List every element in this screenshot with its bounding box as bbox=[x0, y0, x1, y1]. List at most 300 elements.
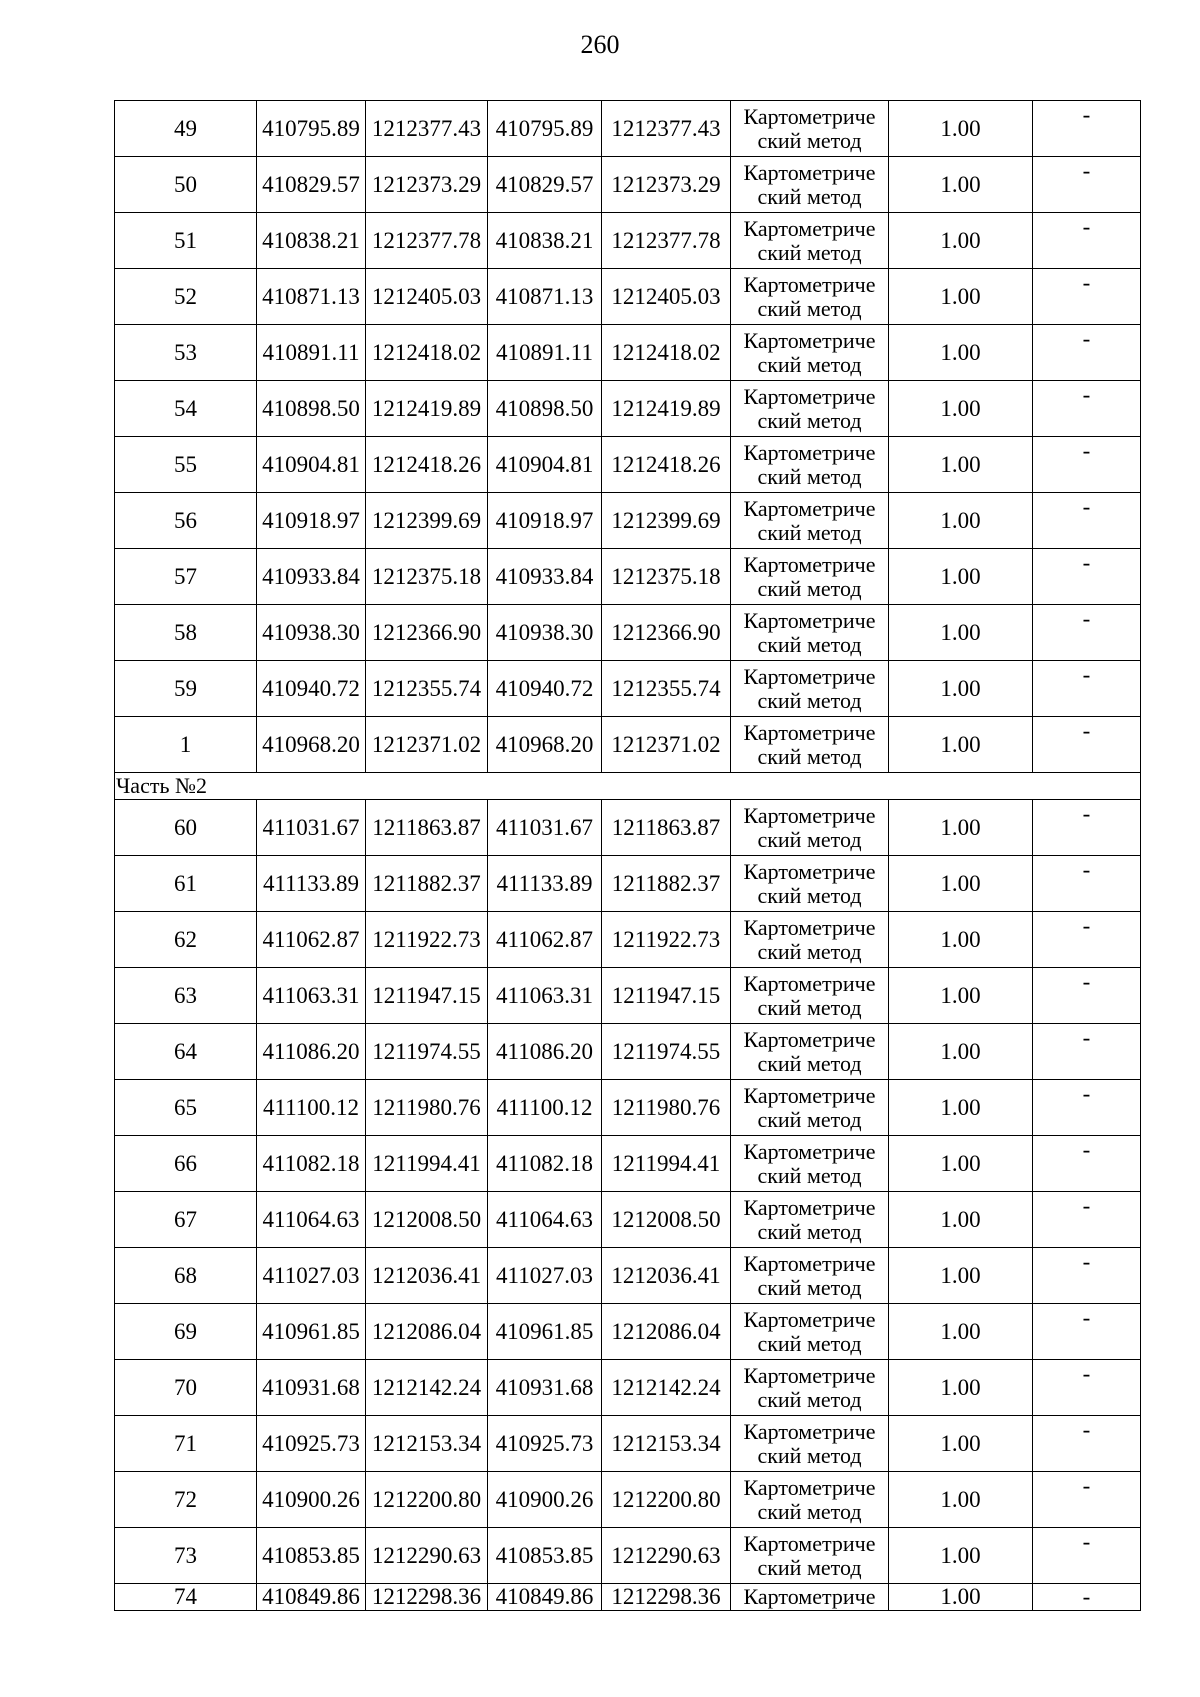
method-line-1: Картометриче bbox=[743, 914, 876, 940]
note-cell: - bbox=[1033, 1024, 1141, 1080]
method-line-2: ский метод bbox=[757, 1274, 862, 1300]
x-coordinate-cell: 411064.63 bbox=[257, 1192, 366, 1248]
method-line-1: Картометриче bbox=[743, 271, 876, 297]
y-coordinate-new-cell: 1212142.24 bbox=[602, 1360, 731, 1416]
accuracy-cell: 1.00 bbox=[889, 101, 1033, 157]
method-line-2: ский метод bbox=[757, 1386, 862, 1412]
method-cell bbox=[731, 269, 889, 325]
y-coordinate-new-cell: 1212366.90 bbox=[602, 605, 731, 661]
x-coordinate-cell: 410925.73 bbox=[257, 1416, 366, 1472]
x-coordinate-new-cell: 411086.20 bbox=[488, 1024, 602, 1080]
note-cell: - bbox=[1033, 493, 1141, 549]
table-row bbox=[115, 1472, 1141, 1528]
method-cell bbox=[731, 1248, 889, 1304]
note-cell: - bbox=[1033, 101, 1141, 157]
coordinates-table bbox=[114, 100, 1141, 1611]
y-coordinate-cell: 1212290.63 bbox=[366, 1528, 488, 1584]
y-coordinate-new-cell: 1212371.02 bbox=[602, 717, 731, 773]
method-line-2: ский метод bbox=[757, 1330, 862, 1356]
x-coordinate-cell: 410938.30 bbox=[257, 605, 366, 661]
accuracy-cell: 1.00 bbox=[889, 605, 1033, 661]
x-coordinate-cell: 410853.85 bbox=[257, 1528, 366, 1584]
y-coordinate-new-cell: 1212200.80 bbox=[602, 1472, 731, 1528]
table-row bbox=[115, 800, 1141, 856]
method-line-2: ский метод bbox=[757, 1106, 862, 1132]
x-coordinate-cell: 411100.12 bbox=[257, 1080, 366, 1136]
accuracy-cell: 1.00 bbox=[889, 1584, 1033, 1611]
x-coordinate-cell: 411082.18 bbox=[257, 1136, 366, 1192]
accuracy-cell: 1.00 bbox=[889, 493, 1033, 549]
x-coordinate-new-cell: 410931.68 bbox=[488, 1360, 602, 1416]
y-coordinate-new-cell: 1212036.41 bbox=[602, 1248, 731, 1304]
method-cell bbox=[731, 717, 889, 773]
x-coordinate-cell: 411062.87 bbox=[257, 912, 366, 968]
note-cell: - bbox=[1033, 1304, 1141, 1360]
x-coordinate-cell: 410849.86 bbox=[257, 1584, 366, 1611]
note-cell: - bbox=[1033, 325, 1141, 381]
accuracy-cell: 1.00 bbox=[889, 968, 1033, 1024]
point-number-cell: 60 bbox=[115, 800, 257, 856]
x-coordinate-cell: 410961.85 bbox=[257, 1304, 366, 1360]
accuracy-cell: 1.00 bbox=[889, 1192, 1033, 1248]
accuracy-cell: 1.00 bbox=[889, 1416, 1033, 1472]
y-coordinate-cell: 1211947.15 bbox=[366, 968, 488, 1024]
method-cell bbox=[731, 101, 889, 157]
note-cell: - bbox=[1033, 1136, 1141, 1192]
note-cell: - bbox=[1033, 549, 1141, 605]
y-coordinate-cell: 1211863.87 bbox=[366, 800, 488, 856]
y-coordinate-cell: 1211922.73 bbox=[366, 912, 488, 968]
table-row bbox=[115, 717, 1141, 773]
y-coordinate-cell: 1212142.24 bbox=[366, 1360, 488, 1416]
note-cell: - bbox=[1033, 1192, 1141, 1248]
y-coordinate-cell: 1211974.55 bbox=[366, 1024, 488, 1080]
method-cell bbox=[731, 325, 889, 381]
note-cell: - bbox=[1033, 157, 1141, 213]
method-line-2: ский метод bbox=[757, 407, 862, 433]
method-line-2: ский метод bbox=[757, 575, 862, 601]
x-coordinate-cell: 410891.11 bbox=[257, 325, 366, 381]
method-line-2: ский метод bbox=[757, 183, 862, 209]
point-number-cell: 68 bbox=[115, 1248, 257, 1304]
y-coordinate-cell: 1212153.34 bbox=[366, 1416, 488, 1472]
x-coordinate-cell: 410795.89 bbox=[257, 101, 366, 157]
method-cell bbox=[731, 381, 889, 437]
accuracy-cell: 1.00 bbox=[889, 1024, 1033, 1080]
y-coordinate-cell: 1212405.03 bbox=[366, 269, 488, 325]
point-number-cell: 73 bbox=[115, 1528, 257, 1584]
point-number-cell: 64 bbox=[115, 1024, 257, 1080]
method-line-1: Картометриче bbox=[743, 551, 876, 577]
method-line-2: ский метод bbox=[757, 1162, 862, 1188]
y-coordinate-new-cell: 1212377.43 bbox=[602, 101, 731, 157]
note-cell: - bbox=[1033, 1528, 1141, 1584]
method-cell bbox=[731, 1080, 889, 1136]
x-coordinate-cell: 410871.13 bbox=[257, 269, 366, 325]
x-coordinate-cell: 410933.84 bbox=[257, 549, 366, 605]
method-line-2: ский метод bbox=[757, 743, 862, 769]
x-coordinate-cell: 410968.20 bbox=[257, 717, 366, 773]
method-cell bbox=[731, 1192, 889, 1248]
note-cell: - bbox=[1033, 269, 1141, 325]
y-coordinate-cell: 1212418.02 bbox=[366, 325, 488, 381]
note-cell: - bbox=[1033, 1360, 1141, 1416]
note-cell: - bbox=[1033, 1472, 1141, 1528]
method-cell bbox=[731, 1360, 889, 1416]
y-coordinate-new-cell: 1211947.15 bbox=[602, 968, 731, 1024]
x-coordinate-cell: 410904.81 bbox=[257, 437, 366, 493]
method-line-1: Картометриче bbox=[743, 719, 876, 745]
point-number-cell: 72 bbox=[115, 1472, 257, 1528]
method-line-1: Картометриче bbox=[743, 383, 876, 409]
accuracy-cell: 1.00 bbox=[889, 912, 1033, 968]
table-row bbox=[115, 381, 1141, 437]
y-coordinate-new-cell: 1212290.63 bbox=[602, 1528, 731, 1584]
x-coordinate-new-cell: 411082.18 bbox=[488, 1136, 602, 1192]
point-number-cell: 70 bbox=[115, 1360, 257, 1416]
method-line-1: Картометриче bbox=[743, 1194, 876, 1220]
accuracy-cell: 1.00 bbox=[889, 800, 1033, 856]
note-cell: - bbox=[1033, 912, 1141, 968]
y-coordinate-cell: 1212008.50 bbox=[366, 1192, 488, 1248]
accuracy-cell: 1.00 bbox=[889, 661, 1033, 717]
x-coordinate-cell: 411031.67 bbox=[257, 800, 366, 856]
method-cell bbox=[731, 1024, 889, 1080]
x-coordinate-new-cell: 411027.03 bbox=[488, 1248, 602, 1304]
y-coordinate-new-cell: 1212008.50 bbox=[602, 1192, 731, 1248]
method-line-1: Картометриче bbox=[743, 1026, 876, 1052]
method-line-2: ский метод bbox=[757, 826, 862, 852]
table-row bbox=[115, 549, 1141, 605]
point-number-cell: 1 bbox=[115, 717, 257, 773]
table-row bbox=[115, 661, 1141, 717]
section-label: Часть №2 bbox=[115, 773, 1141, 800]
table-row bbox=[115, 1528, 1141, 1584]
method-cell bbox=[731, 661, 889, 717]
method-cell bbox=[731, 1136, 889, 1192]
table-row bbox=[115, 1304, 1141, 1360]
note-cell: - bbox=[1033, 800, 1141, 856]
method-cell bbox=[731, 968, 889, 1024]
x-coordinate-cell: 410931.68 bbox=[257, 1360, 366, 1416]
point-number-cell: 69 bbox=[115, 1304, 257, 1360]
method-cell bbox=[731, 493, 889, 549]
y-coordinate-new-cell: 1211994.41 bbox=[602, 1136, 731, 1192]
y-coordinate-cell: 1212086.04 bbox=[366, 1304, 488, 1360]
method-line-1: Картометриче bbox=[743, 439, 876, 465]
point-number-cell: 67 bbox=[115, 1192, 257, 1248]
accuracy-cell: 1.00 bbox=[889, 1136, 1033, 1192]
method-cell bbox=[731, 1416, 889, 1472]
point-number-cell: 57 bbox=[115, 549, 257, 605]
x-coordinate-cell: 410940.72 bbox=[257, 661, 366, 717]
point-number-cell: 65 bbox=[115, 1080, 257, 1136]
table-row bbox=[115, 605, 1141, 661]
method-cell bbox=[731, 157, 889, 213]
x-coordinate-cell: 410900.26 bbox=[257, 1472, 366, 1528]
note-cell: - bbox=[1033, 717, 1141, 773]
point-number-cell: 74 bbox=[115, 1584, 257, 1611]
table-row bbox=[115, 213, 1141, 269]
x-coordinate-cell: 411063.31 bbox=[257, 968, 366, 1024]
method-line-2: ский метод bbox=[757, 1498, 862, 1524]
accuracy-cell: 1.00 bbox=[889, 1304, 1033, 1360]
x-coordinate-new-cell: 410968.20 bbox=[488, 717, 602, 773]
x-coordinate-new-cell: 410933.84 bbox=[488, 549, 602, 605]
method-cell bbox=[731, 1584, 889, 1611]
y-coordinate-new-cell: 1212377.78 bbox=[602, 213, 731, 269]
method-line-1: Картометриче bbox=[743, 103, 876, 129]
y-coordinate-cell: 1212377.78 bbox=[366, 213, 488, 269]
y-coordinate-new-cell: 1212405.03 bbox=[602, 269, 731, 325]
accuracy-cell: 1.00 bbox=[889, 717, 1033, 773]
method-line-2: ский метод bbox=[757, 127, 862, 153]
accuracy-cell: 1.00 bbox=[889, 325, 1033, 381]
method-cell bbox=[731, 605, 889, 661]
note-cell: - bbox=[1033, 437, 1141, 493]
x-coordinate-new-cell: 410938.30 bbox=[488, 605, 602, 661]
accuracy-cell: 1.00 bbox=[889, 856, 1033, 912]
method-line-2: ский метод bbox=[757, 938, 862, 964]
y-coordinate-cell: 1212373.29 bbox=[366, 157, 488, 213]
x-coordinate-new-cell: 410900.26 bbox=[488, 1472, 602, 1528]
method-line-1: Картометриче bbox=[743, 1250, 876, 1276]
x-coordinate-new-cell: 410904.81 bbox=[488, 437, 602, 493]
x-coordinate-new-cell: 410891.11 bbox=[488, 325, 602, 381]
point-number-cell: 58 bbox=[115, 605, 257, 661]
table-row bbox=[115, 1192, 1141, 1248]
x-coordinate-new-cell: 411063.31 bbox=[488, 968, 602, 1024]
y-coordinate-new-cell: 1212086.04 bbox=[602, 1304, 731, 1360]
method-cell bbox=[731, 549, 889, 605]
table-row bbox=[115, 269, 1141, 325]
method-line-2: ский метод bbox=[757, 1554, 862, 1580]
accuracy-cell: 1.00 bbox=[889, 1080, 1033, 1136]
accuracy-cell: 1.00 bbox=[889, 437, 1033, 493]
method-line-2: ский метод bbox=[757, 1218, 862, 1244]
method-line-1: Картометриче bbox=[743, 159, 876, 185]
method-line-1: Картометриче bbox=[743, 1530, 876, 1556]
method-line-1: Картометриче bbox=[743, 970, 876, 996]
y-coordinate-new-cell: 1212298.36 bbox=[602, 1584, 731, 1611]
x-coordinate-new-cell: 410829.57 bbox=[488, 157, 602, 213]
point-number-cell: 61 bbox=[115, 856, 257, 912]
table-row bbox=[115, 1136, 1141, 1192]
point-number-cell: 66 bbox=[115, 1136, 257, 1192]
x-coordinate-new-cell: 410961.85 bbox=[488, 1304, 602, 1360]
method-line-1: Картометриче bbox=[743, 1584, 876, 1609]
accuracy-cell: 1.00 bbox=[889, 381, 1033, 437]
x-coordinate-cell: 410829.57 bbox=[257, 157, 366, 213]
method-line-2: ский метод bbox=[757, 519, 862, 545]
note-cell: - bbox=[1033, 968, 1141, 1024]
table-row bbox=[115, 856, 1141, 912]
y-coordinate-cell: 1212036.41 bbox=[366, 1248, 488, 1304]
point-number-cell: 55 bbox=[115, 437, 257, 493]
note-cell: - bbox=[1033, 1416, 1141, 1472]
table-body bbox=[115, 101, 1141, 1611]
table-row bbox=[115, 437, 1141, 493]
x-coordinate-cell: 410838.21 bbox=[257, 213, 366, 269]
x-coordinate-new-cell: 411031.67 bbox=[488, 800, 602, 856]
x-coordinate-cell: 410898.50 bbox=[257, 381, 366, 437]
y-coordinate-cell: 1211994.41 bbox=[366, 1136, 488, 1192]
method-cell bbox=[731, 856, 889, 912]
x-coordinate-new-cell: 410918.97 bbox=[488, 493, 602, 549]
x-coordinate-new-cell: 411133.89 bbox=[488, 856, 602, 912]
method-cell bbox=[731, 1528, 889, 1584]
y-coordinate-new-cell: 1212375.18 bbox=[602, 549, 731, 605]
method-line-2: ский метод bbox=[757, 295, 862, 321]
method-line-1: Картометриче bbox=[743, 1474, 876, 1500]
table-row bbox=[115, 157, 1141, 213]
method-line-1: Картометриче bbox=[743, 1082, 876, 1108]
x-coordinate-cell: 411086.20 bbox=[257, 1024, 366, 1080]
accuracy-cell: 1.00 bbox=[889, 1248, 1033, 1304]
x-coordinate-new-cell: 411100.12 bbox=[488, 1080, 602, 1136]
point-number-cell: 50 bbox=[115, 157, 257, 213]
method-line-2: ский метод bbox=[757, 631, 862, 657]
table-row bbox=[115, 1024, 1141, 1080]
y-coordinate-cell: 1212355.74 bbox=[366, 661, 488, 717]
x-coordinate-new-cell: 410849.86 bbox=[488, 1584, 602, 1611]
method-line-1: Картометриче bbox=[743, 802, 876, 828]
point-number-cell: 71 bbox=[115, 1416, 257, 1472]
method-cell bbox=[731, 1304, 889, 1360]
method-line-2: ский метод bbox=[757, 994, 862, 1020]
section-header-row bbox=[115, 773, 1141, 800]
method-line-1: Картометриче bbox=[743, 327, 876, 353]
point-number-cell: 52 bbox=[115, 269, 257, 325]
y-coordinate-new-cell: 1212153.34 bbox=[602, 1416, 731, 1472]
table-row bbox=[115, 325, 1141, 381]
y-coordinate-new-cell: 1211863.87 bbox=[602, 800, 731, 856]
table-row bbox=[115, 968, 1141, 1024]
note-cell: - bbox=[1033, 1080, 1141, 1136]
x-coordinate-new-cell: 410871.13 bbox=[488, 269, 602, 325]
y-coordinate-new-cell: 1211922.73 bbox=[602, 912, 731, 968]
point-number-cell: 62 bbox=[115, 912, 257, 968]
point-number-cell: 59 bbox=[115, 661, 257, 717]
y-coordinate-cell: 1212418.26 bbox=[366, 437, 488, 493]
y-coordinate-new-cell: 1212399.69 bbox=[602, 493, 731, 549]
y-coordinate-cell: 1212371.02 bbox=[366, 717, 488, 773]
method-line-1: Картометриче bbox=[743, 1418, 876, 1444]
method-cell bbox=[731, 1472, 889, 1528]
accuracy-cell: 1.00 bbox=[889, 1360, 1033, 1416]
y-coordinate-new-cell: 1211980.76 bbox=[602, 1080, 731, 1136]
method-line-1: Картометриче bbox=[743, 1362, 876, 1388]
point-number-cell: 53 bbox=[115, 325, 257, 381]
method-line-2: ский метод bbox=[757, 882, 862, 908]
table-row bbox=[115, 1080, 1141, 1136]
x-coordinate-new-cell: 411064.63 bbox=[488, 1192, 602, 1248]
note-cell: - bbox=[1033, 213, 1141, 269]
table-row bbox=[115, 1584, 1141, 1611]
x-coordinate-new-cell: 410925.73 bbox=[488, 1416, 602, 1472]
accuracy-cell: 1.00 bbox=[889, 157, 1033, 213]
y-coordinate-cell: 1212377.43 bbox=[366, 101, 488, 157]
note-cell: - bbox=[1033, 1248, 1141, 1304]
y-coordinate-new-cell: 1212418.26 bbox=[602, 437, 731, 493]
point-number-cell: 63 bbox=[115, 968, 257, 1024]
y-coordinate-new-cell: 1212418.02 bbox=[602, 325, 731, 381]
table-row bbox=[115, 1248, 1141, 1304]
x-coordinate-new-cell: 410838.21 bbox=[488, 213, 602, 269]
x-coordinate-cell: 411133.89 bbox=[257, 856, 366, 912]
y-coordinate-cell: 1211882.37 bbox=[366, 856, 488, 912]
method-line-1: Картометриче bbox=[743, 495, 876, 521]
accuracy-cell: 1.00 bbox=[889, 269, 1033, 325]
y-coordinate-cell: 1212366.90 bbox=[366, 605, 488, 661]
note-cell: - bbox=[1033, 856, 1141, 912]
x-coordinate-new-cell: 410795.89 bbox=[488, 101, 602, 157]
table-row bbox=[115, 1360, 1141, 1416]
method-line-2: ский метод bbox=[757, 463, 862, 489]
y-coordinate-cell: 1212399.69 bbox=[366, 493, 488, 549]
method-line-1: Картометриче bbox=[743, 215, 876, 241]
method-line-1: Картометриче bbox=[743, 1306, 876, 1332]
y-coordinate-new-cell: 1212355.74 bbox=[602, 661, 731, 717]
x-coordinate-cell: 410918.97 bbox=[257, 493, 366, 549]
method-cell bbox=[731, 800, 889, 856]
accuracy-cell: 1.00 bbox=[889, 1528, 1033, 1584]
method-line-1: Картометриче bbox=[743, 1138, 876, 1164]
method-line-2: ский метод bbox=[757, 351, 862, 377]
y-coordinate-cell: 1212298.36 bbox=[366, 1584, 488, 1611]
x-coordinate-cell: 411027.03 bbox=[257, 1248, 366, 1304]
accuracy-cell: 1.00 bbox=[889, 213, 1033, 269]
y-coordinate-new-cell: 1211974.55 bbox=[602, 1024, 731, 1080]
note-cell: - bbox=[1033, 605, 1141, 661]
method-cell bbox=[731, 912, 889, 968]
point-number-cell: 56 bbox=[115, 493, 257, 549]
x-coordinate-new-cell: 410940.72 bbox=[488, 661, 602, 717]
method-line-1: Картометриче bbox=[743, 607, 876, 633]
point-number-cell: 51 bbox=[115, 213, 257, 269]
table-row bbox=[115, 912, 1141, 968]
y-coordinate-new-cell: 1212419.89 bbox=[602, 381, 731, 437]
y-coordinate-cell: 1212419.89 bbox=[366, 381, 488, 437]
x-coordinate-new-cell: 410853.85 bbox=[488, 1528, 602, 1584]
point-number-cell: 49 bbox=[115, 101, 257, 157]
table-row bbox=[115, 1416, 1141, 1472]
method-line-2: ский метод bbox=[757, 1442, 862, 1468]
method-line-1: Картометриче bbox=[743, 858, 876, 884]
x-coordinate-new-cell: 411062.87 bbox=[488, 912, 602, 968]
method-line-1: Картометриче bbox=[743, 663, 876, 689]
note-cell: - bbox=[1033, 661, 1141, 717]
method-line-2: ский метод bbox=[757, 687, 862, 713]
y-coordinate-cell: 1212200.80 bbox=[366, 1472, 488, 1528]
method-cell bbox=[731, 437, 889, 493]
method-cell bbox=[731, 213, 889, 269]
page-number: 260 bbox=[580, 30, 620, 59]
y-coordinate-cell: 1211980.76 bbox=[366, 1080, 488, 1136]
method-line-2: ский метод bbox=[757, 1050, 862, 1076]
y-coordinate-cell: 1212375.18 bbox=[366, 549, 488, 605]
table-row bbox=[115, 101, 1141, 157]
accuracy-cell: 1.00 bbox=[889, 549, 1033, 605]
accuracy-cell: 1.00 bbox=[889, 1472, 1033, 1528]
y-coordinate-new-cell: 1212373.29 bbox=[602, 157, 731, 213]
table-row bbox=[115, 493, 1141, 549]
note-cell: - bbox=[1033, 381, 1141, 437]
x-coordinate-new-cell: 410898.50 bbox=[488, 381, 602, 437]
note-cell: - bbox=[1033, 1584, 1141, 1611]
method-line-2: ский метод bbox=[757, 239, 862, 265]
y-coordinate-new-cell: 1211882.37 bbox=[602, 856, 731, 912]
